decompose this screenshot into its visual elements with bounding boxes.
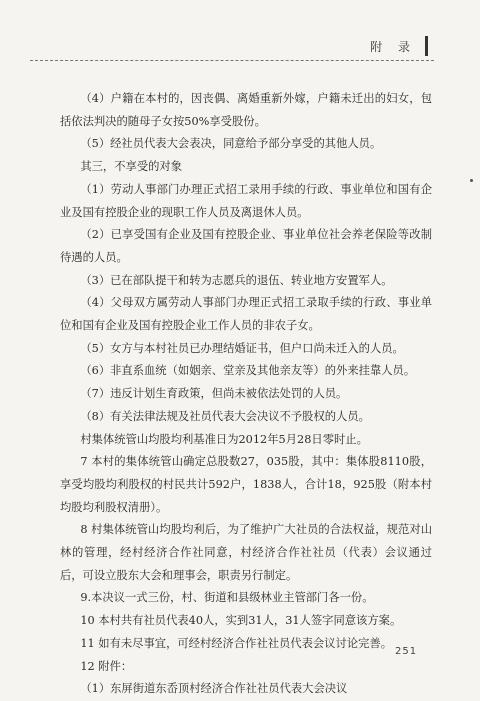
paragraph: （5）女方与本村社员已办理结婚证书，但户口尚未迁入的人员。 [80,341,404,355]
header-title: 附 录 [370,40,416,54]
paragraph: （1）劳动人事部门办理正式招工录用手续的行政、事业单位和国有企业及国有控股企业的现职工作人员及离退休人员。 [60,182,432,219]
paragraph: 12 附件： [80,659,133,673]
paragraph: （5）经社员代表大会表决，同意给予部分享受的其他人员。 [80,137,382,151]
paragraph: （7）违反计划生育政策，但尚未被依法处罚的人员。 [80,387,348,401]
paragraph: （4）父母双方属劳动人事部门办理正式招工录取手续的行政、事业单位和国有企业及国有控股企业工作人员的非农子女。 [60,296,432,333]
header-dashed-rule [30,60,434,61]
paragraph: （4）户籍在本村的，因丧偶、离婚重新外嫁，户籍未迁出的妇女，包括依法判决的随母子女按50%享受股份。 [60,92,432,128]
page-number: 251 [395,646,418,657]
margin-dot [470,179,473,182]
paragraph: 11 如有未尽事宜，可经村经济合作社社员代表会议讨论完善。 [80,636,393,650]
paragraph: （3）已在部队提干和转为志愿兵的退伍、转业地方安置军人。 [80,273,393,287]
page-body [60,88,432,701]
paragraph: （2）已享受国有企业及国有控股企业、事业单位社会养老保险等改制待遇的人员。 [60,228,432,264]
paragraph: （1）东屏街道东岙顶村经济合作社社员代表大会决议 [80,682,348,696]
paragraph: （6）非直系血统（如姻亲、堂亲及其他亲友等）的外来挂靠人员。 [80,364,416,378]
paragraph: （8）有关法律法规及社员代表大会决议不予股权的人员。 [80,409,370,423]
paragraph: 村集体统管山均股均利基准日为2012年5月28日零时止。 [80,432,368,446]
paragraph: 10 本村共有社员代表40人，实到31人，31人签字同意该方案。 [80,614,402,628]
header-bar [425,36,428,56]
paragraph: 7 本村的集体统管山确定总股数27，035股，其中：集体股8110股，享受均股均利股权的村民共计592户，1838人，合计18，925股（附本村均股均利股权清册）。 [60,455,432,514]
paragraph: 8 村集体统管山均股均利后，为了维护广大社员的合法权益，规范对山林的管理，经村经济合作社同意，村经济合作社社员（代表）会议通过后，可设立股东大会和理事会，职责另行制定。 [60,523,432,582]
running-header [30,34,450,62]
paragraph: 9.本决议一式三份，村、街道和县级林业主管部门各一份。 [80,591,374,605]
section-heading: 其三，不享受的对象 [80,160,183,174]
